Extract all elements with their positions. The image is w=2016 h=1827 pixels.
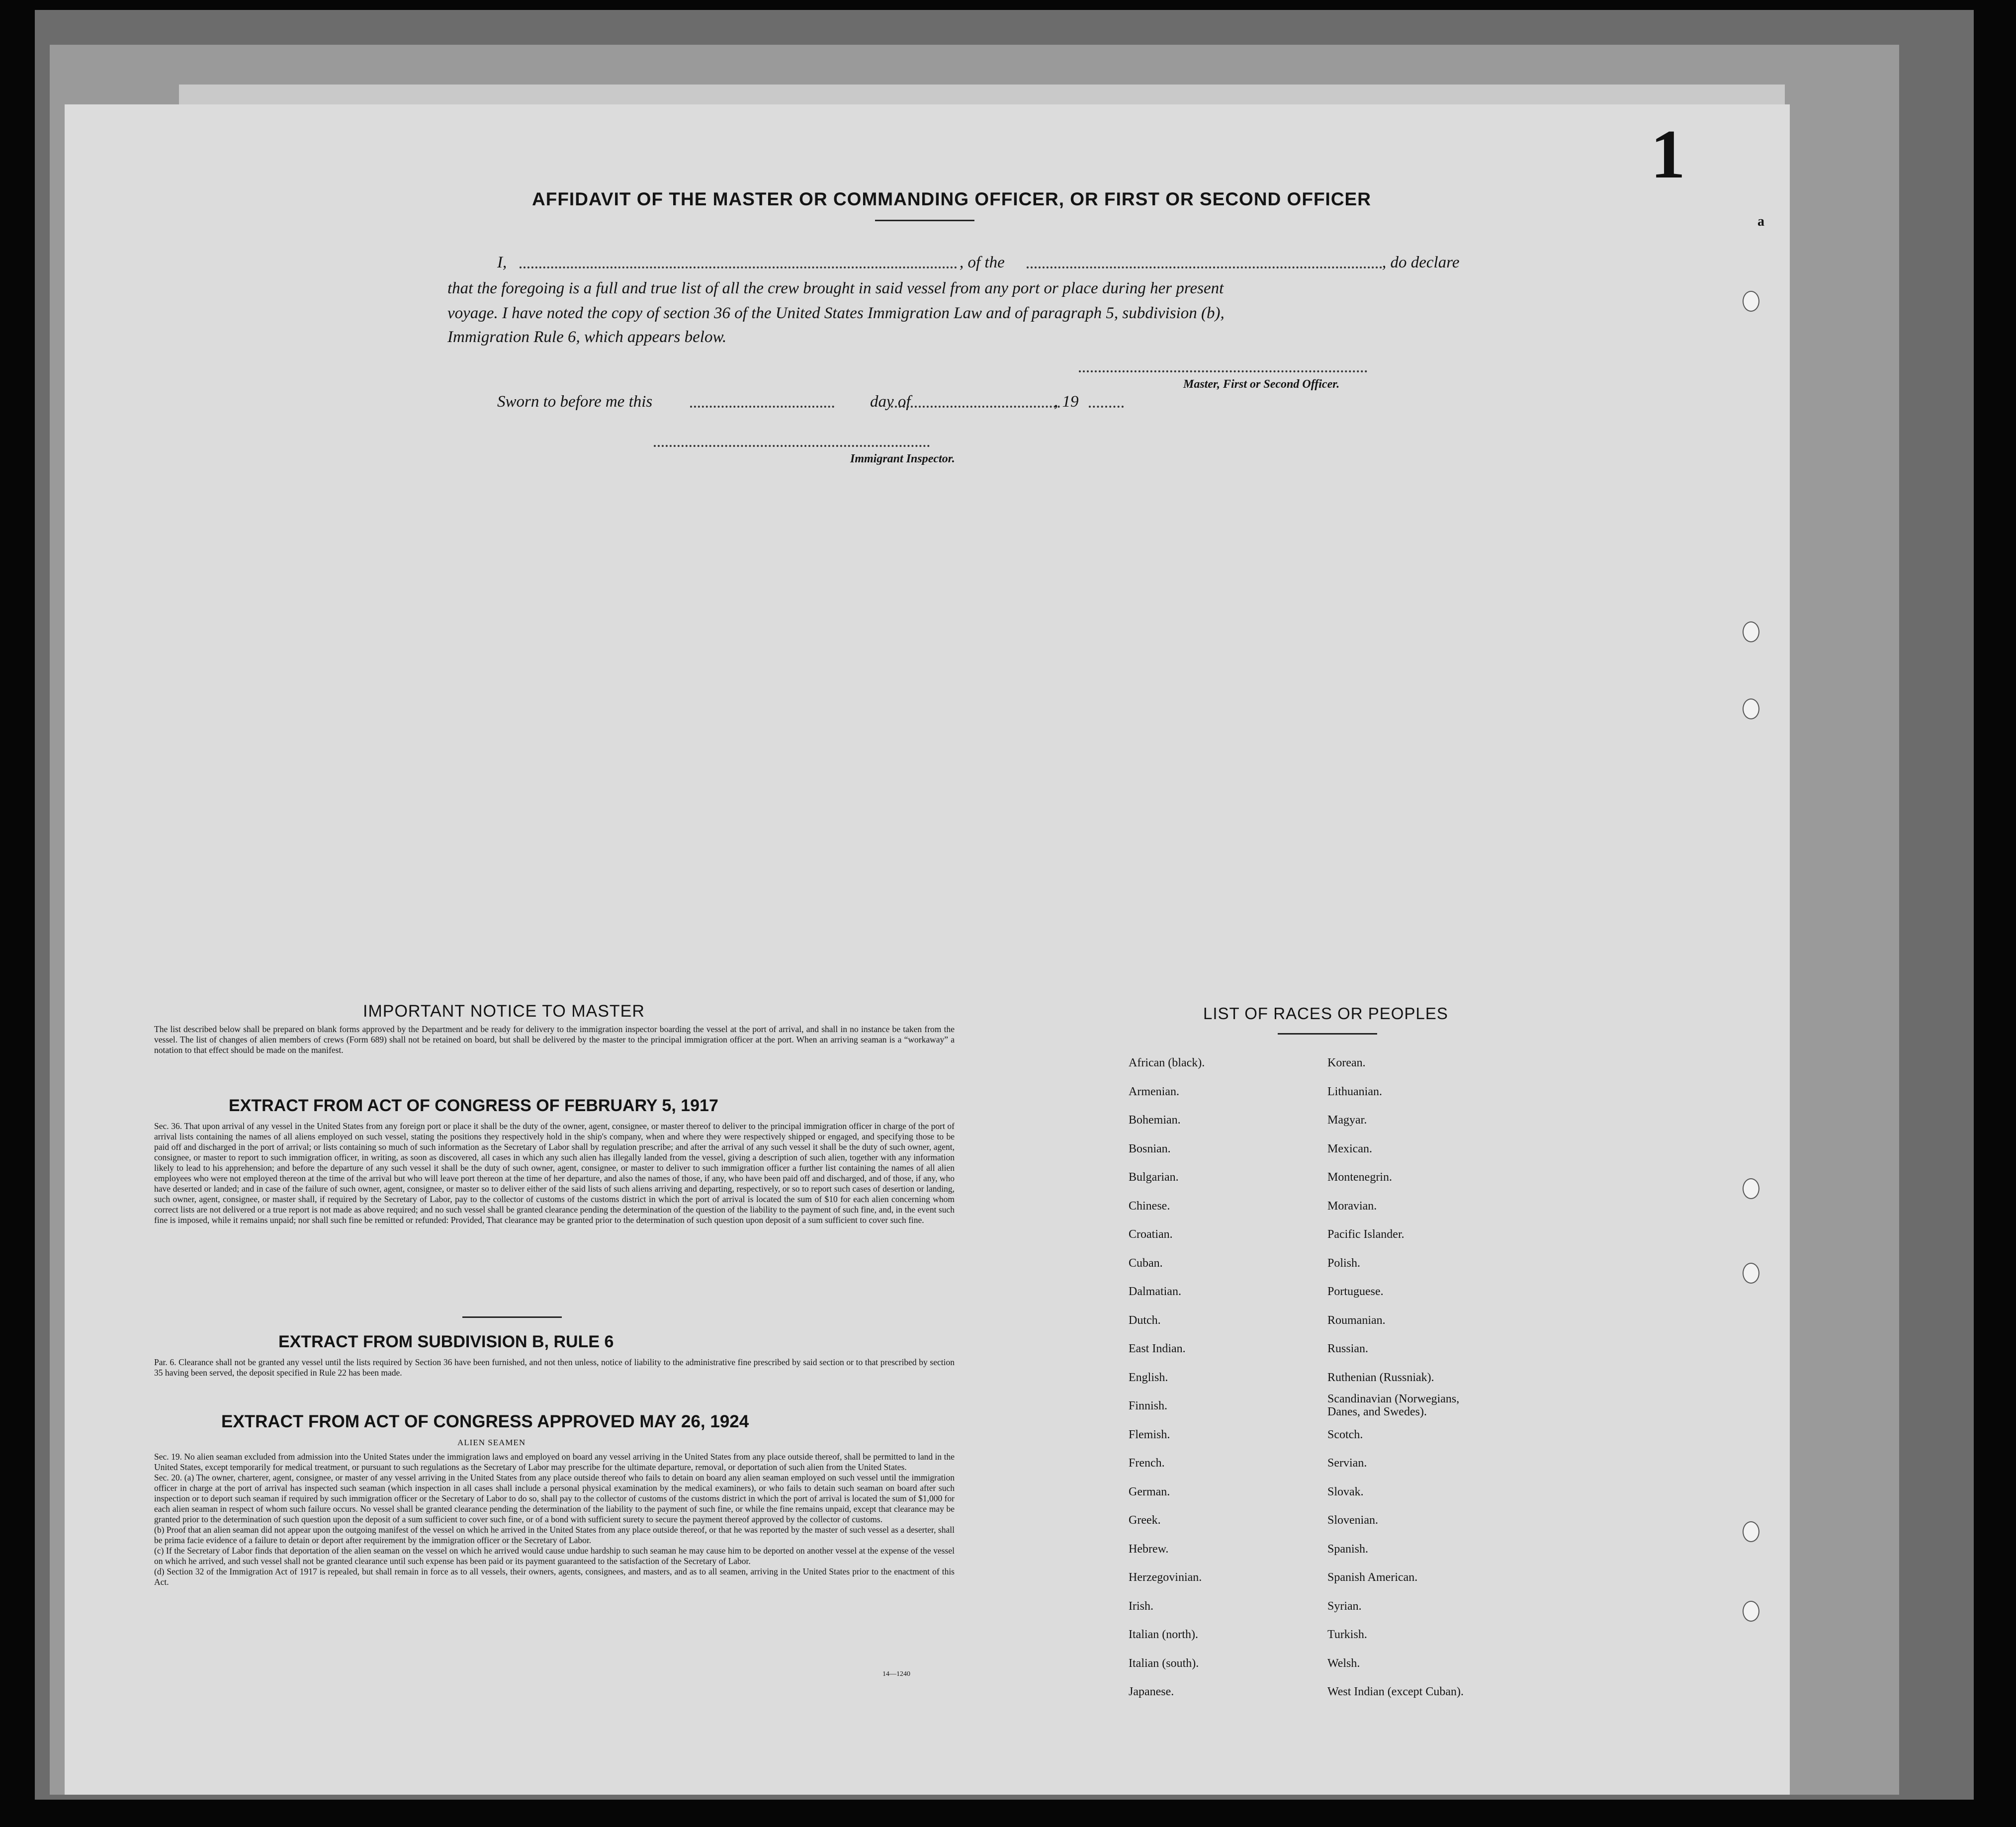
race-item: Hebrew. <box>1129 1542 1169 1556</box>
race-item: Greek. <box>1129 1514 1161 1527</box>
race-item: French. <box>1129 1457 1165 1470</box>
extract3-text: Sec. 19. No alien seaman excluded from admission into the United States under the immigration laws and employed on board any vessel arriving in the United States from any place outside thereof, shall be permitted to land in the United States, except temporarily for medical treatment, or pursuant to such regulations as the Secretary of Labor may prescribe for the ultimate departure, removal, or deportation of such alien from the United States. Sec. 20. (a) The owner, charterer, agent, consignee, or master of any vessel arriving in the United States from any place outside thereof who fails to detain on board any alien seaman employed on such vessel until the immigration officer in charge at the port of arrival has inspected such seaman (which inspection in all cases shall include a personal physical examination by the medical examiners), or who fails to detain such seaman on board after such inspection or to deport such seaman if required by such immigration officer or the Secretary of Labor to do so, shall pay to the collector of customs of the customs district in which the port of arrival is located the sum of $1,000 for each alien seaman in respect of whom such failure occurs. No vessel shall be granted clearance pending the determination of the liability to the payment of such fine, or while the fine remains unpaid, except that clearance may be granted prior to the determination of such question upon the deposit of a sum sufficient to cover such fine, or of a bond with sufficient surety to secure the payment thereof approved by the collector of customs. (b) Proof that an alien seaman did not appear upon the outgoing manifest of the vessel on which he arrived in the United States from any place outside thereof, or that he was reported by the master of such vessel as a deserter, shall be prima facie evidence of a failure to detain or deport after requirement by the immigration officer or the Secretary of Labor. (c) If the Secretary of Labor finds that deportation of the alien seaman on the vessel on which he arrived would cause undue hardship to such seaman he may cause him to be deported on another vessel at the expense of the vessel on which he arrived, and such vessel shall not be granted clearance until such expense has been paid or its payment guaranteed to the satisfaction of the Secretary of Labor. (d) Section 32 of the Immigration Act of 1917 is repealed, but shall remain in force as to all vessels, their owners, agents, consignees, and masters, and as to all seamen, arriving in the United States prior to the enactment of this Act. <box>154 1452 955 1587</box>
extract3-subtitle: ALIEN SEAMEN <box>457 1438 526 1447</box>
vessel-name-field[interactable] <box>1027 266 1382 268</box>
sworn-year-field[interactable] <box>1089 406 1124 408</box>
extract1-text: Sec. 36. That upon arrival of any vessel in the United States from any foreign port or place it shall be the duty of the owner, agent, consignee, or master thereof to deliver to the principal immigration officer in charge of the port of arrival lists containing the names of all aliens employed on such vessel, stating the positions they respectively hold in the ship's company, when and where they were respectively shipped or engaged, and specifying those to be paid off and discharged in the port of arrival; or lists containing so much of such information as the Secretary of Labor shall by regulation prescribe; and after the arrival of any such vessel it shall be the duty of such owner, agent, consignee, or master to report to such immigration officer, in writing, as soon as discovered, all cases in which any such alien has illegally landed from the vessel, giving a description of such alien, together with any information likely to lead to his apprehension; and before the departure of any such vessel it shall be the duty of such owner, agent, consignee, or master to deliver to such immigration officer a further list containing the names of all alien employees who were not employed thereon at the time of the arrival but who will leave port thereon at the time of her departure, and also the names of those, if any, who have been paid off and discharged, and of those, if any, who have deserted or landed; and in case of the failure of such owner, agent, consignee, or master so to deliver either of the said lists of such aliens arriving and departing, respectively, or so to report such cases of desertion or landing, such owner, agent, consignee, or master shall, if required by the Secretary of Labor, pay to the collector of customs of the customs district in which the port of arrival is located the sum of $10 for each alien concerning whom correct lists are not delivered or a true report is not made as above required; and no such vessel shall be granted clearance pending the determination of the question of the liability to the payment of such fine, and, in the event such fine is imposed, while it remains unpaid; nor shall such fine be remitted or refunded: Provided, That clearance may be granted prior to the determination of such question upon deposit of a sum sufficient to cover such fine. <box>154 1121 955 1225</box>
sworn-day-of-text: day of <box>870 393 911 411</box>
race-item: Irish. <box>1129 1599 1153 1613</box>
race-item: Dutch. <box>1129 1313 1161 1327</box>
race-item: Bulgarian. <box>1129 1171 1179 1184</box>
race-item: East Indian. <box>1129 1342 1186 1355</box>
punch-hole <box>1743 621 1759 642</box>
race-item: Scotch. <box>1327 1428 1363 1441</box>
race-item: Spanish American. <box>1327 1571 1418 1584</box>
race-item: Pacific Islander. <box>1327 1228 1404 1241</box>
race-item: Roumanian. <box>1327 1313 1386 1327</box>
inspector-label: Immigrant Inspector. <box>850 452 955 465</box>
race-item: Japanese. <box>1129 1685 1174 1698</box>
race-item: Italian (south). <box>1129 1656 1199 1670</box>
affidavit-line3: voyage. I have noted the copy of section 36 of the United States Immigration Law and of paragraph 5, subdivision (b), <box>447 304 1225 322</box>
sworn-month-field[interactable] <box>891 406 1060 408</box>
affidavit-page <box>65 104 1790 1795</box>
race-item: Spanish. <box>1327 1542 1369 1556</box>
punch-hole <box>1743 1263 1759 1284</box>
race-item: Korean. <box>1327 1056 1366 1069</box>
race-item: Montenegrin. <box>1327 1171 1392 1184</box>
corner-mark: a <box>1757 214 1764 229</box>
affidavit-line2: that the foregoing is a full and true list of all the crew brought in said vessel from any port or place during her present <box>447 279 1224 297</box>
race-item: Welsh. <box>1327 1656 1360 1670</box>
sheet-number: 1 <box>1651 116 1685 193</box>
race-item: Croatian. <box>1129 1228 1173 1241</box>
race-item: Turkish. <box>1327 1628 1367 1641</box>
race-item: Syrian. <box>1327 1599 1362 1613</box>
race-item: Ruthenian (Russniak). <box>1327 1371 1434 1384</box>
races-title-underline <box>1278 1033 1377 1035</box>
race-item: Magyar. <box>1327 1114 1367 1127</box>
extract2-text: Par. 6. Clearance shall not be granted any vessel until the lists required by Section 36 have been furnished, and not then unless, notice of liability to the administrative fine prescribed by said section or to that prescribed by section 35 having been served, the deposit specified in Rule 22 has been made. <box>154 1357 955 1378</box>
race-item: Chinese. <box>1129 1199 1170 1213</box>
sworn-day-field[interactable] <box>690 406 834 408</box>
declarant-name-field[interactable] <box>520 266 957 268</box>
race-item: Polish. <box>1327 1256 1361 1270</box>
extract2-title: EXTRACT FROM SUBDIVISION B, RULE 6 <box>278 1332 614 1351</box>
affidavit-line4: Immigration Rule 6, which appears below. <box>447 328 727 346</box>
form-number: 14—1240 <box>882 1670 910 1678</box>
race-item: Portuguese. <box>1327 1285 1384 1298</box>
affidavit-of-the: , of the <box>960 254 1005 271</box>
races-title: LIST OF RACES OR PEOPLES <box>1203 1004 1448 1023</box>
race-item: Mexican. <box>1327 1142 1372 1155</box>
affidavit-i: I, <box>497 254 507 271</box>
race-item: Finnish. <box>1129 1399 1168 1412</box>
race-item: Moravian. <box>1327 1199 1377 1213</box>
race-item: Armenian. <box>1129 1085 1179 1098</box>
race-item: Flemish. <box>1129 1428 1170 1441</box>
race-item: West Indian (except Cuban). <box>1327 1685 1464 1698</box>
race-item: Bosnian. <box>1129 1142 1171 1155</box>
race-item: German. <box>1129 1485 1170 1498</box>
notice-title: IMPORTANT NOTICE TO MASTER <box>363 1002 645 1021</box>
inspector-signature-field[interactable] <box>654 445 930 447</box>
race-item: Herzegovinian. <box>1129 1571 1202 1584</box>
race-item: Italian (north). <box>1129 1628 1198 1641</box>
affidavit-title: AFFIDAVIT OF THE MASTER OR COMMANDING OFFICER, OR FIRST OR SECOND OFFICER <box>532 189 1371 209</box>
punch-hole <box>1743 1521 1759 1542</box>
race-item: Dalmatian. <box>1129 1285 1181 1298</box>
punch-hole <box>1743 698 1759 719</box>
master-signature-field[interactable] <box>1079 370 1367 372</box>
race-item: Servian. <box>1327 1457 1367 1470</box>
race-item: Slovak. <box>1327 1485 1364 1498</box>
divider <box>462 1316 562 1318</box>
race-item: Bohemian. <box>1129 1114 1181 1127</box>
race-item: African (black). <box>1129 1056 1205 1069</box>
sworn-before-text: Sworn to before me this <box>497 393 653 411</box>
punch-hole <box>1743 1601 1759 1622</box>
race-item: Cuban. <box>1129 1256 1163 1270</box>
punch-hole <box>1743 1178 1759 1199</box>
race-item: English. <box>1129 1371 1168 1384</box>
race-item: Lithuanian. <box>1327 1085 1382 1098</box>
extract3-title: EXTRACT FROM ACT OF CONGRESS APPROVED MAY 26, 1924 <box>221 1412 749 1431</box>
sworn-year-prefix: , 19 <box>1054 393 1079 411</box>
title-underline <box>875 220 974 221</box>
extract1-title: EXTRACT FROM ACT OF CONGRESS OF FEBRUARY 5, 1917 <box>229 1096 718 1115</box>
affidavit-declare: , do declare <box>1382 254 1460 271</box>
race-item: Russian. <box>1327 1342 1369 1355</box>
race-item: Scandinavian (Norwegians, Danes, and Swedes). <box>1327 1392 1460 1418</box>
race-item: Slovenian. <box>1327 1514 1378 1527</box>
notice-text: The list described below shall be prepared on blank forms approved by the Department and be ready for delivery to the immigration inspector boarding the vessel at the port of arrival, and shall in no instance be taken from the vessel. The list of changes of alien members of crews (Form 689) shall not be retained on board, but shall be delivered by the master to the principal immigration officer at the port. When an arriving seaman is a “workaway” a notation to that effect should be made on the manifest. <box>154 1024 955 1055</box>
punch-hole <box>1743 291 1759 312</box>
master-signature-label: Master, First or Second Officer. <box>1183 378 1340 391</box>
